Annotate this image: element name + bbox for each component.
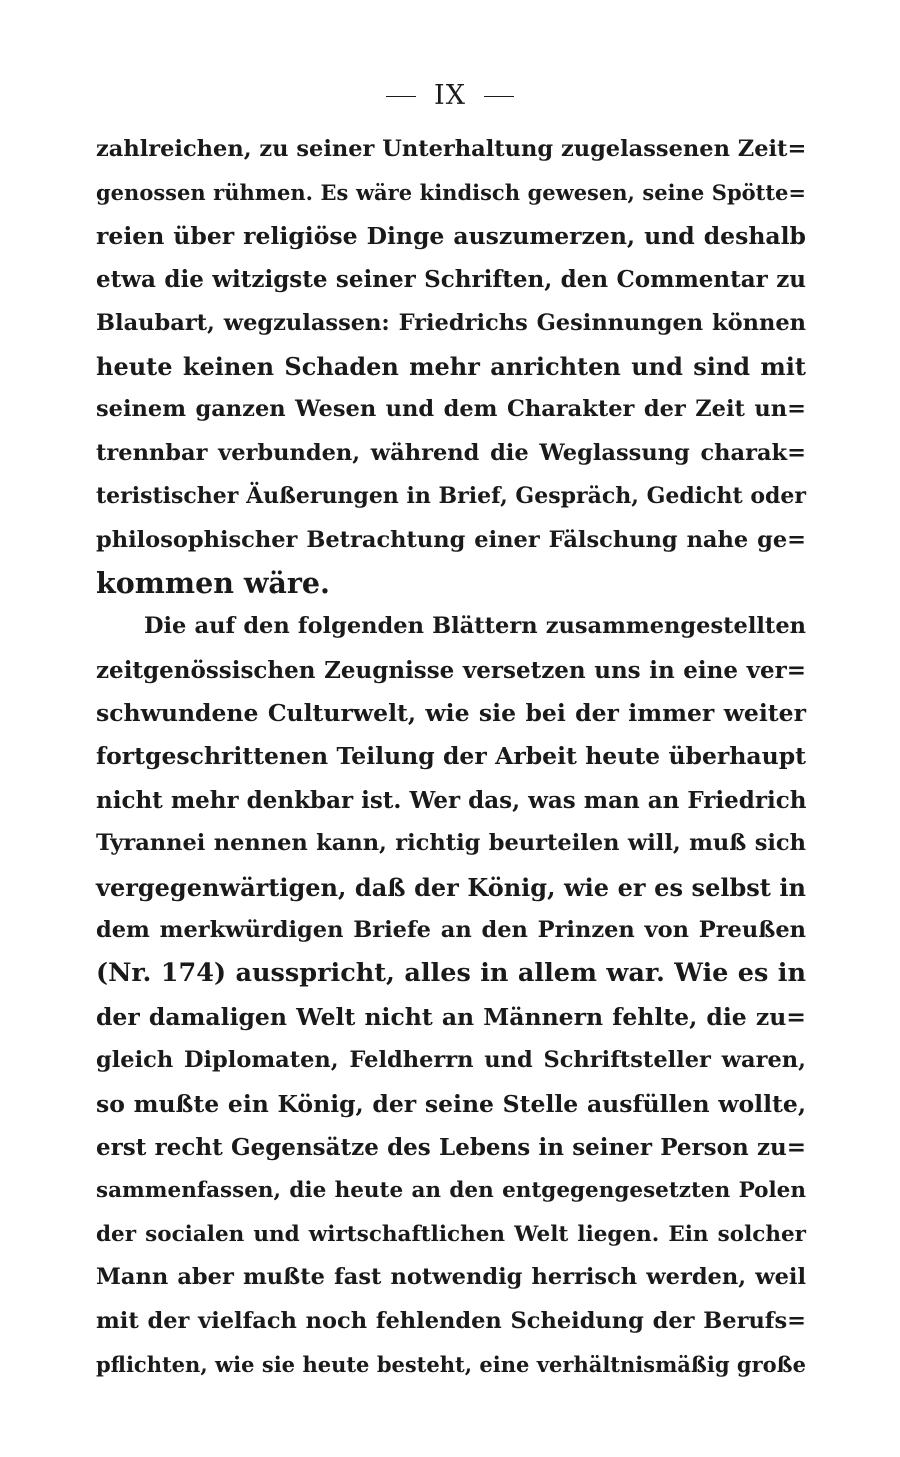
body-text bbox=[96, 128, 806, 1386]
text-line: sammenfassen, die heute an den entgegengesetzten Polen bbox=[96, 1178, 806, 1204]
text-line: (Nr. 174) ausspricht, alles in allem war. Wie es in bbox=[96, 958, 806, 989]
text-line: heute keinen Schaden mehr anrichten und sind mit bbox=[96, 351, 806, 381]
text-line: reien über religiöse Dinge auszumerzen, und deshalb bbox=[96, 221, 806, 250]
page-header bbox=[0, 78, 900, 111]
page-number: IX bbox=[434, 80, 466, 111]
text-line: zeitgenössischen Zeugnisse versetzen uns in eine ver= bbox=[96, 656, 806, 684]
text-line: so mußte ein König, der seine Stelle ausfüllen wollte, bbox=[96, 1089, 806, 1118]
paragraph-2 bbox=[96, 605, 806, 1386]
text-line: philosophischer Betrachtung einer Fälschung nahe ge= bbox=[96, 526, 806, 553]
text-line: etwa die witzigste seiner Schriften, den Commentar zu bbox=[96, 266, 806, 294]
text-line: erst recht Gegensätze des Lebens in seiner Person zu= bbox=[96, 1133, 806, 1161]
header-dash-left bbox=[386, 96, 416, 97]
text-line: teristischer Äußerungen in Brief, Gespräch, Gedicht oder bbox=[96, 483, 806, 510]
text-line: kommen wäre. bbox=[96, 565, 330, 600]
text-line: schwundene Culturwelt, wie sie bei der immer weiter bbox=[96, 699, 806, 728]
paragraph-1 bbox=[96, 128, 806, 605]
text-line: Blaubart, wegzulassen: Friedrichs Gesinnungen können bbox=[96, 309, 806, 336]
text-line: gleich Diplomaten, Feldherrn und Schriftsteller waren, bbox=[96, 1047, 806, 1074]
text-line: seinem ganzen Wesen und dem Charakter der Zeit un= bbox=[96, 396, 806, 423]
text-line: Die auf den folgenden Blättern zusammengestellten bbox=[144, 613, 806, 640]
text-line: Tyrannei nennen kann, richtig beurteilen will, muß sich bbox=[96, 830, 806, 857]
text-line: pflichten, wie sie heute besteht, eine verhältnismäßig große bbox=[96, 1351, 806, 1377]
text-line: nicht mehr denkbar ist. Wer das, was man an Friedrich bbox=[96, 786, 807, 814]
text-line: genossen rühmen. Es wäre kindisch gewesen, seine Spötte= bbox=[96, 180, 806, 206]
text-line: vergegenwärtigen, daß der König, wie er es selbst in bbox=[96, 872, 806, 902]
header-dash-right bbox=[484, 96, 514, 97]
text-line: der damaligen Welt nicht an Männern fehlte, die zu= bbox=[96, 1002, 806, 1031]
text-line: dem merkwürdigen Briefe an den Prinzen von Preußen bbox=[96, 917, 806, 944]
text-line: Mann aber mußte fast notwendig herrisch werden, weil bbox=[96, 1264, 806, 1291]
text-line: der socialen und wirtschaftlichen Welt liegen. Ein solcher bbox=[96, 1221, 806, 1247]
text-line: mit der vielfach noch fehlenden Scheidung der Berufs= bbox=[96, 1307, 806, 1334]
text-line: zahlreichen, zu seiner Unterhaltung zugelassenen Zeit= bbox=[96, 136, 807, 162]
text-line: fortgeschrittenen Teilung der Arbeit heute überhaupt bbox=[96, 742, 806, 771]
text-line: trennbar verbunden, während die Weglassung charak= bbox=[96, 439, 806, 466]
